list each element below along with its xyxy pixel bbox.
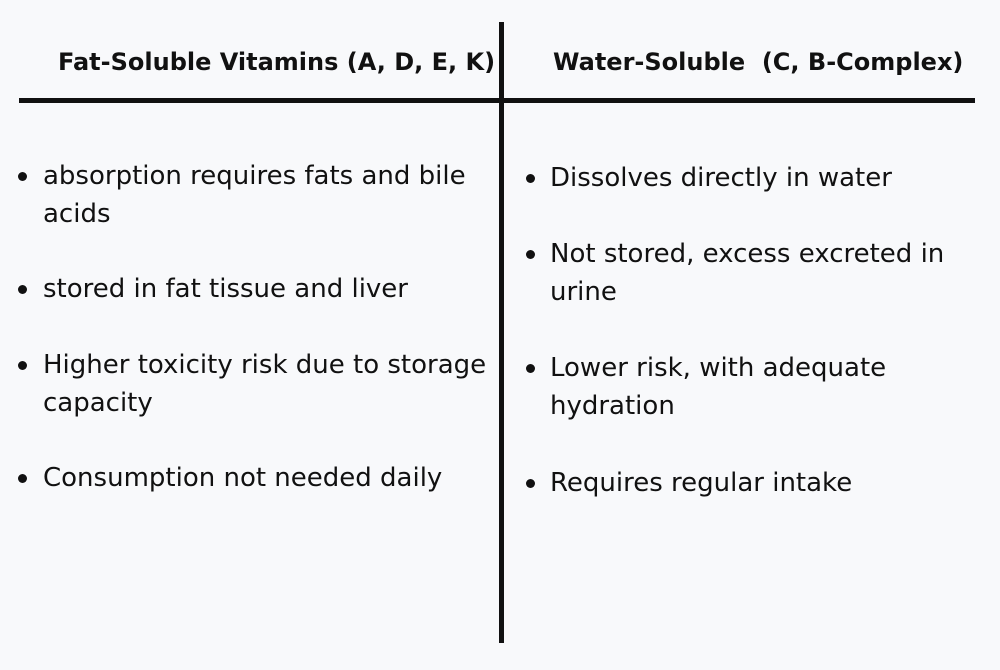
- fat-soluble-header: Fat-Soluble Vitamins (A, D, E, K): [58, 48, 496, 76]
- list-item-text: Not stored, excess excreted in urine: [550, 239, 945, 307]
- bullet-icon: [18, 172, 27, 181]
- bullet-icon: [526, 364, 535, 373]
- list-item-text: absorption requires fats and bile acids: [43, 161, 466, 229]
- list-item-text: Requires regular intake: [550, 468, 853, 498]
- list-item-text: Lower risk, with adequate hydration: [550, 353, 887, 421]
- bullet-icon: [18, 361, 27, 370]
- header-divider: [19, 98, 975, 103]
- list-item: [550, 235, 960, 311]
- water-soluble-header: Water-Soluble (C, B-Complex): [553, 48, 964, 76]
- list-item-text: stored in fat tissue and liver: [43, 274, 408, 304]
- column-divider: [499, 22, 504, 643]
- bullet-icon: [18, 285, 27, 294]
- list-item: [550, 464, 960, 502]
- list-item: [43, 157, 493, 233]
- bullet-icon: [526, 479, 535, 488]
- list-item-text: Higher toxicity risk due to storage capacity: [43, 350, 487, 418]
- list-item-text: Consumption not needed daily: [43, 463, 443, 493]
- list-item: [550, 349, 960, 425]
- list-item: [43, 270, 493, 308]
- bullet-icon: [526, 174, 535, 183]
- bullet-icon: [18, 474, 27, 483]
- list-item: [43, 346, 493, 422]
- list-item: [550, 159, 960, 197]
- list-item-text: Dissolves directly in water: [550, 163, 892, 193]
- list-item: [43, 459, 493, 497]
- bullet-icon: [526, 250, 535, 259]
